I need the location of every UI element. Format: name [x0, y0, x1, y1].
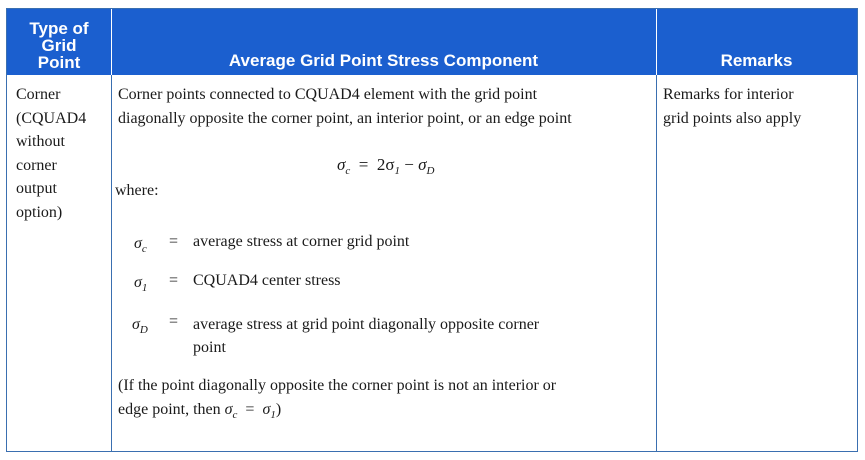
eq-rhs-sub1: 1	[394, 165, 401, 177]
type-line: (CQUAD4	[16, 109, 87, 127]
def-subscript: c	[141, 243, 147, 255]
def-text	[193, 313, 539, 359]
type-cell	[16, 83, 86, 224]
type-line: option)	[16, 203, 63, 221]
eq-lhs: σ	[337, 155, 346, 174]
def-subscript: D	[139, 324, 148, 336]
def-text: average stress at corner grid point	[193, 233, 410, 250]
remarks-cell	[663, 83, 801, 130]
type-line: Corner	[16, 86, 61, 103]
eq-rhs-sub2: D	[426, 165, 435, 177]
header-divider-1	[111, 9, 112, 75]
note-eq-lhs-sub: c	[232, 408, 238, 421]
def-symbol: σ	[134, 274, 142, 291]
def-symbol: σ	[134, 235, 142, 252]
column-divider-2	[656, 75, 657, 451]
header-remarks	[656, 9, 857, 75]
note-eq-equals: =	[245, 400, 255, 418]
def-text-line: average stress at grid point diagonally opposite corner	[193, 316, 540, 333]
main-equation	[337, 155, 434, 175]
def-text-line: point	[193, 339, 226, 356]
type-line: output	[16, 180, 57, 197]
eq-lhs-sub: c	[345, 165, 351, 177]
description-cell	[118, 83, 572, 130]
eq-rhs-term1: 2σ	[376, 155, 395, 174]
note-eq-lhs: σ	[224, 400, 233, 418]
remarks-line: grid points also apply	[663, 109, 802, 127]
definition-row	[134, 235, 147, 253]
header-col2-label: Average Grid Point Stress Component	[228, 51, 539, 70]
note-text: edge point, then	[118, 400, 221, 418]
type-line: corner	[16, 156, 57, 174]
note-eq-close: )	[275, 400, 282, 418]
header-col3-label: Remarks	[720, 51, 793, 70]
header-divider-2	[656, 9, 657, 75]
column-divider-1	[111, 75, 112, 451]
header-col1-label: Type of Grid Point	[29, 19, 89, 72]
stress-table	[6, 8, 858, 452]
def-equals: =	[169, 233, 179, 250]
eq-minus: −	[404, 155, 414, 174]
note-eq-rhs: σ	[262, 400, 271, 418]
def-equals: =	[169, 272, 179, 289]
header-stress-component	[111, 9, 656, 75]
eq-rhs-term2: σ	[418, 155, 427, 174]
description-line: Corner points connected to CQUAD4 element with the grid point	[118, 86, 538, 103]
table-header	[7, 9, 857, 75]
header-type-of-grid-point	[7, 9, 111, 75]
def-subscript: 1	[141, 282, 148, 294]
definition-row	[134, 274, 147, 292]
definition-row	[132, 316, 148, 334]
note-line: (If the point diagonally opposite the corner point is not an interior or	[118, 377, 557, 394]
def-equals: =	[169, 313, 179, 330]
eq-equals: =	[358, 155, 369, 174]
remarks-line: Remarks for interior	[663, 86, 794, 103]
note-block	[118, 374, 556, 423]
type-line: without	[16, 133, 65, 150]
where-label: where:	[115, 182, 159, 199]
note-eq-rhs-sub: 1	[270, 408, 276, 421]
description-line: diagonally opposite the corner point, an interior point, or an edge point	[118, 109, 572, 127]
note-line	[118, 398, 556, 424]
def-symbol: σ	[132, 316, 140, 333]
def-text: CQUAD4 center stress	[193, 272, 341, 289]
